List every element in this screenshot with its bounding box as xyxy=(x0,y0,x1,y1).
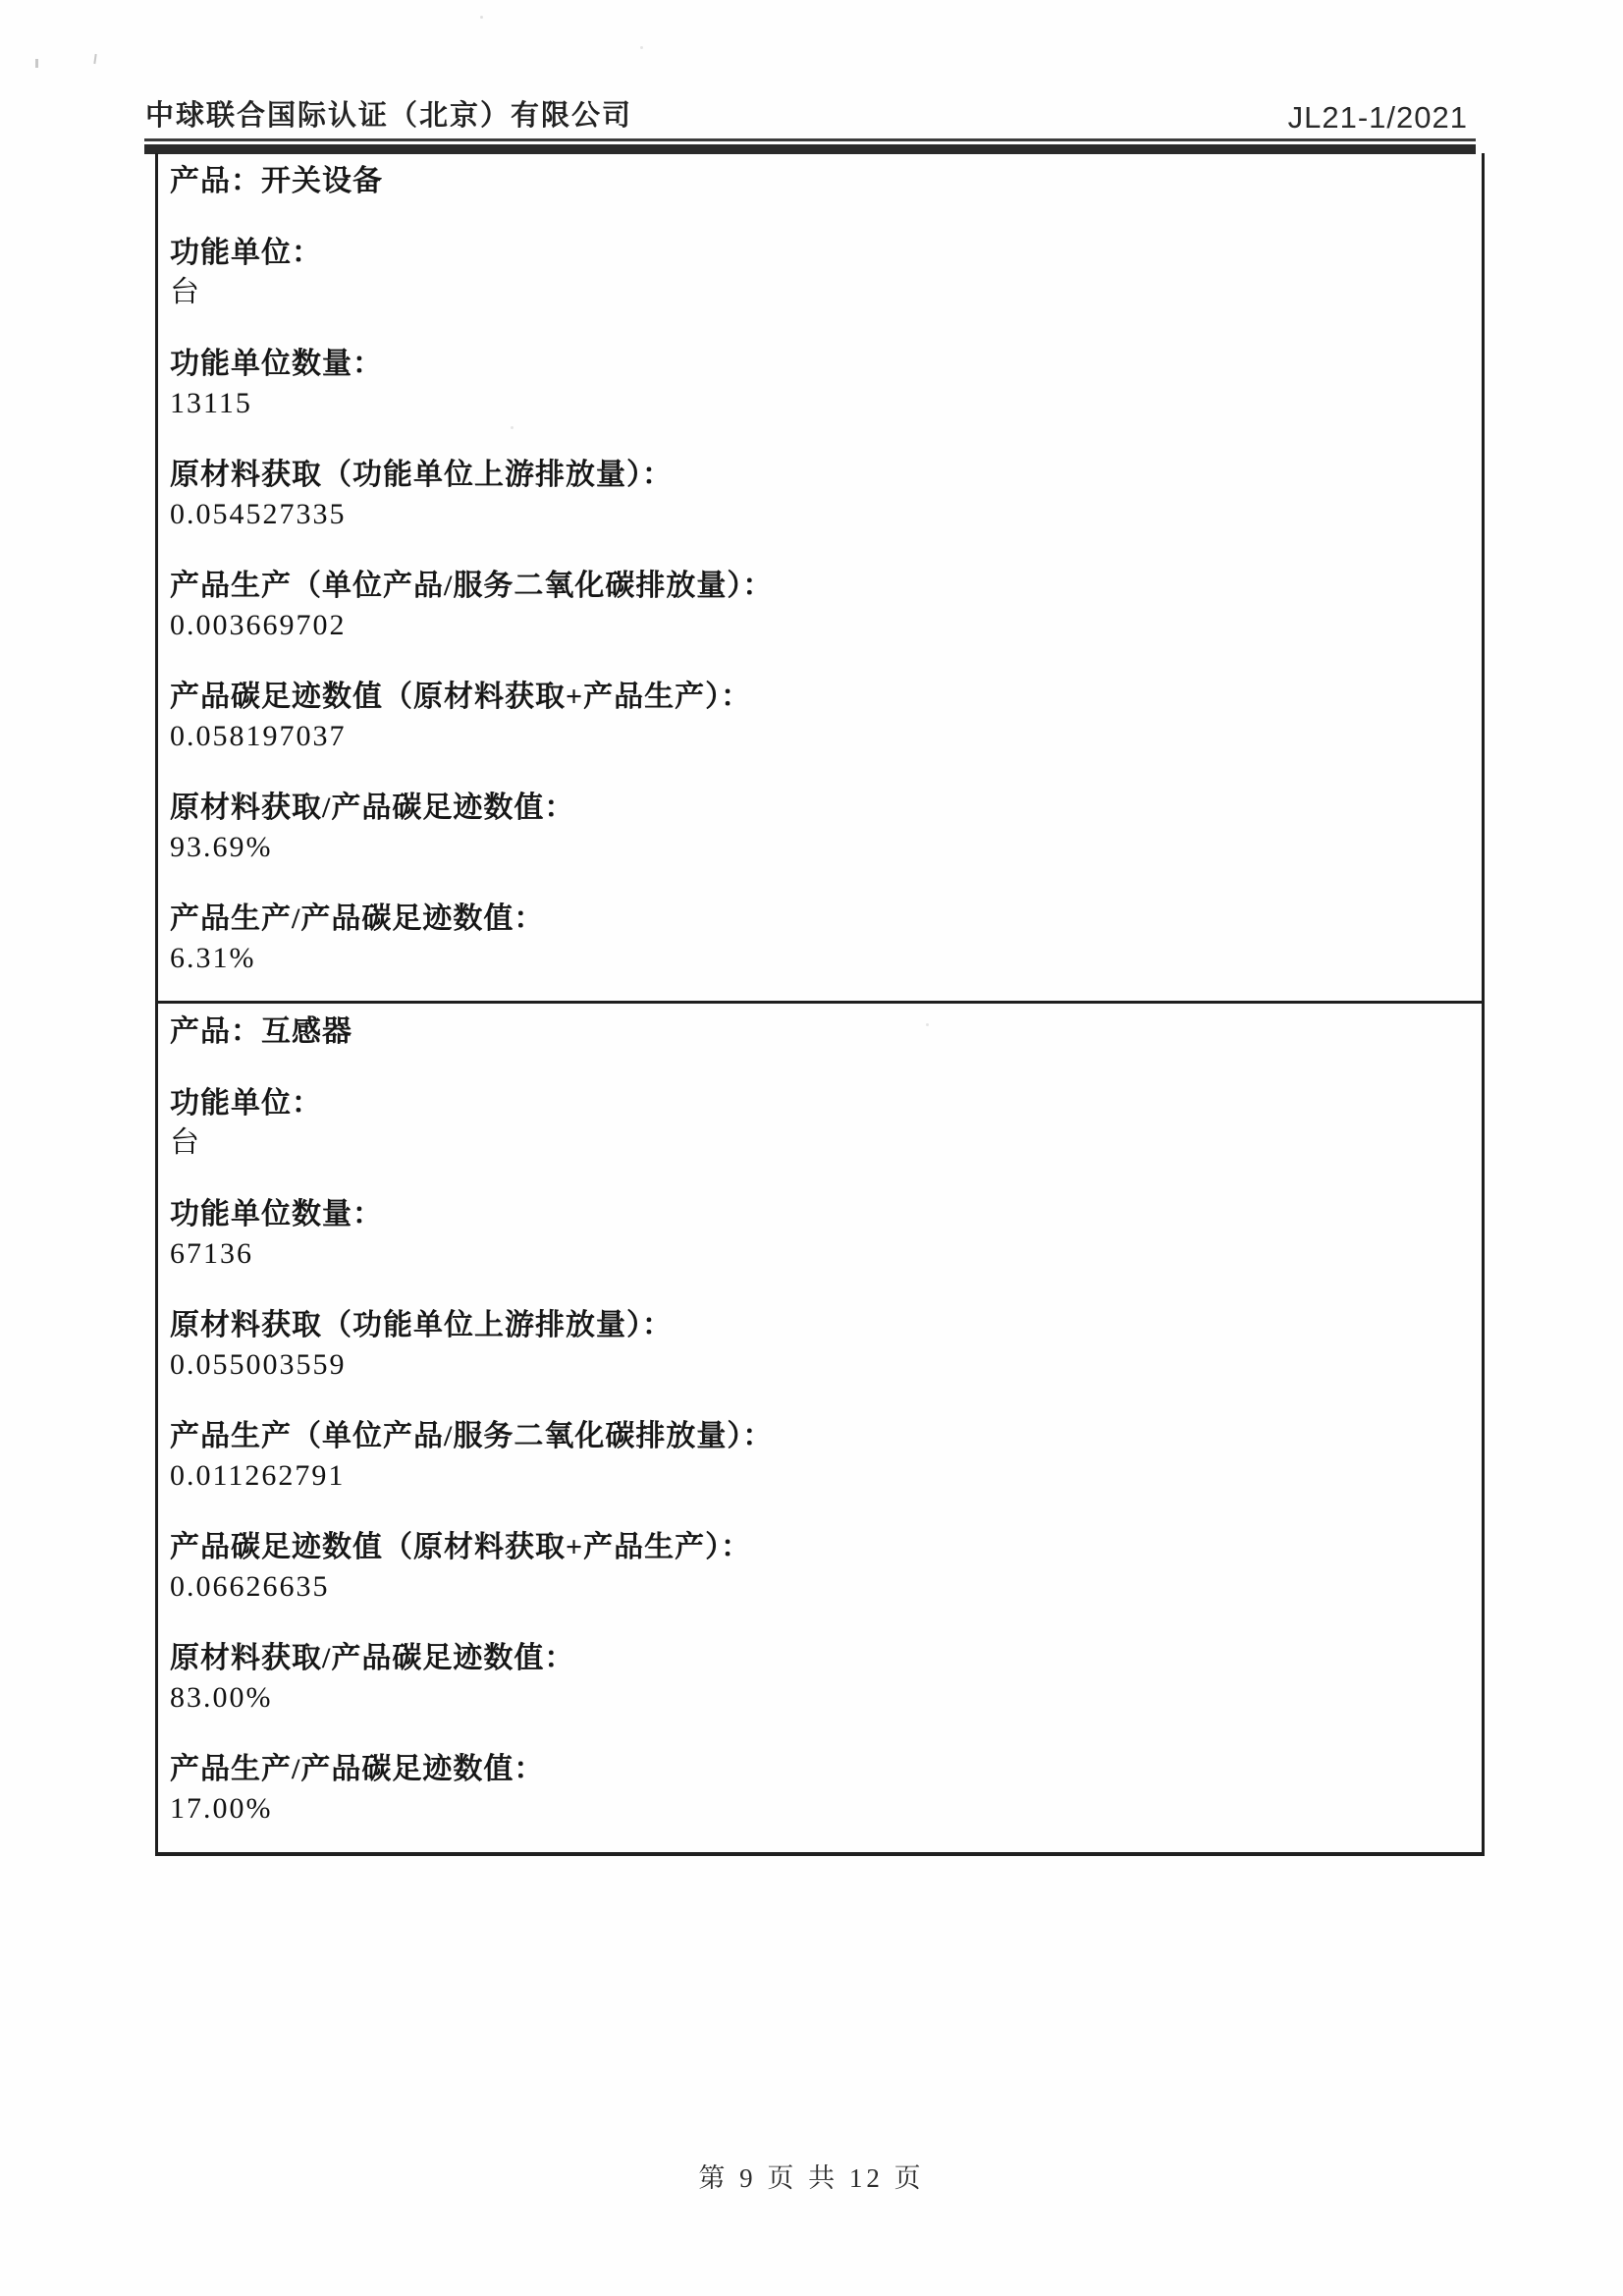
field-value: 0.011262791 xyxy=(170,1459,346,1492)
field-label: 原材料获取/产品碳足迹数值： xyxy=(170,792,575,824)
field-value: 0.058197037 xyxy=(170,720,347,752)
field-label: 产品碳足迹数值（原材料获取+产品生产）： xyxy=(170,1531,752,1563)
product-title: 产品：开关设备 xyxy=(170,165,383,197)
header-doc-code: JL21-1/2021 xyxy=(1287,100,1468,135)
field-label: 原材料获取（功能单位上游排放量）： xyxy=(170,1309,673,1341)
field-label: 产品生产（单位产品/服务二氧化碳排放量）： xyxy=(170,1420,774,1452)
product-box-switchgear xyxy=(155,153,1485,1004)
field-value: 台 xyxy=(170,276,201,308)
product-title: 产品：互感器 xyxy=(170,1015,352,1048)
field-label: 产品碳足迹数值（原材料获取+产品生产）： xyxy=(170,681,752,713)
scan-artifact xyxy=(35,59,38,68)
field-group xyxy=(170,567,1458,645)
scan-artifact xyxy=(640,46,643,49)
field-label: 产品生产/产品碳足迹数值： xyxy=(170,1753,545,1785)
field-group xyxy=(170,900,1458,978)
field-group xyxy=(170,1528,1458,1607)
field-label: 功能单位： xyxy=(170,1087,322,1120)
field-group xyxy=(170,1084,1458,1163)
field-group xyxy=(170,1639,1458,1718)
field-group xyxy=(170,456,1458,534)
field-label: 产品生产/产品碳足迹数值： xyxy=(170,902,545,935)
field-value: 0.054527335 xyxy=(170,498,347,530)
field-group xyxy=(170,234,1458,312)
field-label: 原材料获取/产品碳足迹数值： xyxy=(170,1642,575,1674)
field-group xyxy=(170,1306,1458,1385)
field-label: 功能单位数量： xyxy=(170,1198,383,1230)
scan-artifact xyxy=(480,16,483,19)
field-label: 功能单位数量： xyxy=(170,348,383,380)
field-value: 台 xyxy=(170,1126,201,1159)
field-value: 93.69% xyxy=(170,831,273,863)
product-box-transformer xyxy=(155,1004,1485,1856)
field-group xyxy=(170,1750,1458,1829)
product-boxes xyxy=(155,153,1485,1856)
field-group xyxy=(170,789,1458,867)
field-value: 0.003669702 xyxy=(170,609,347,641)
page-number-footer: 第 9 页 共 12 页 xyxy=(698,2163,925,2193)
scan-artifact xyxy=(93,54,96,64)
field-value: 83.00% xyxy=(170,1681,273,1714)
field-value: 0.06626635 xyxy=(170,1570,330,1603)
field-value: 6.31% xyxy=(170,942,256,974)
field-value: 0.055003559 xyxy=(170,1348,347,1381)
field-group xyxy=(170,1417,1458,1496)
field-label: 产品生产（单位产品/服务二氧化碳排放量）： xyxy=(170,570,774,602)
field-group xyxy=(170,1195,1458,1274)
header-company-name: 中球联合国际认证（北京）有限公司 xyxy=(145,100,633,132)
field-value: 67136 xyxy=(170,1237,253,1270)
field-label: 功能单位： xyxy=(170,237,322,269)
field-value: 13115 xyxy=(170,387,252,419)
field-label: 原材料获取（功能单位上游排放量）： xyxy=(170,459,673,491)
field-value: 17.00% xyxy=(170,1792,273,1825)
field-group xyxy=(170,678,1458,756)
field-group xyxy=(170,345,1458,423)
